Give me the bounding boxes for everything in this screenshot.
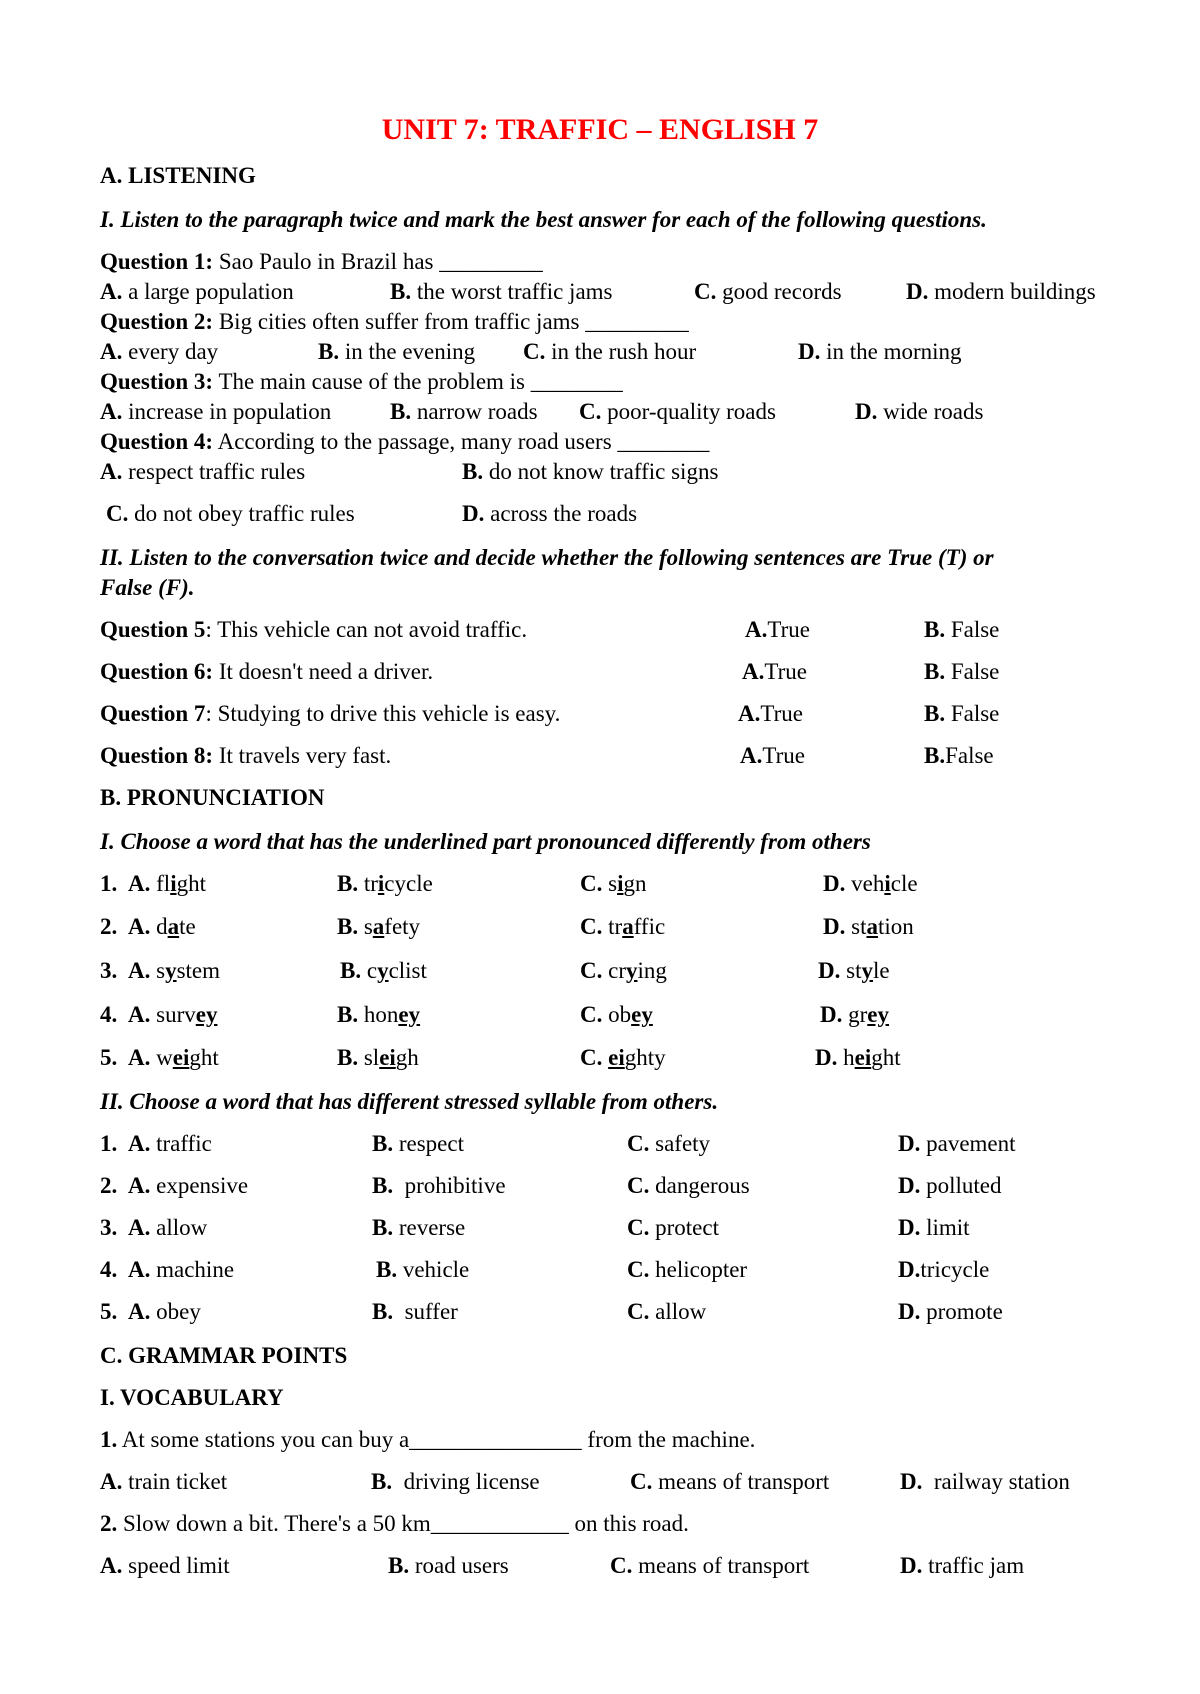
stress-row-number: 1. <box>100 1131 118 1156</box>
instruction-listening-part2-line2: False (F). <box>100 575 195 600</box>
q2-option-d[interactable]: D. in the morning <box>798 339 962 364</box>
stress-option-b[interactable]: B. reverse <box>372 1215 466 1240</box>
subheading-vocabulary: I. VOCABULARY <box>100 1385 284 1410</box>
pronunciation-option-c[interactable]: C. crying <box>580 958 667 983</box>
question-label: Question 3: <box>100 369 214 394</box>
question-label: Question 2: <box>100 309 214 334</box>
stress-option-b[interactable]: B. suffer <box>372 1299 458 1324</box>
stress-option-b[interactable]: B. prohibitive <box>372 1173 506 1198</box>
pronunciation-option-b[interactable]: B. safety <box>337 914 421 939</box>
q2-option-a[interactable]: A. every day <box>100 339 219 364</box>
q3-option-c[interactable]: C. poor-quality roads <box>579 399 776 424</box>
pronunciation-option-c[interactable]: C. traffic <box>580 914 666 939</box>
pronunciation-option-d[interactable]: D. style <box>818 958 890 983</box>
q5-option-true[interactable]: A.True <box>745 617 810 642</box>
instruction-listening-part2-line1: II. Listen to the conversation twice and decide whether the following sentences are True (T) or <box>100 545 994 570</box>
question-1 <box>100 249 543 275</box>
vq1-option-b[interactable]: B. driving license <box>371 1469 540 1494</box>
question-2 <box>100 309 689 335</box>
q4-option-c[interactable]: C. do not obey traffic rules <box>106 501 355 526</box>
pronunciation-option-c[interactable]: C. eighty <box>580 1045 666 1070</box>
pronunciation-option-a[interactable]: A. flight <box>128 871 206 896</box>
pronunciation-row-number: 3. <box>100 958 118 983</box>
stress-option-a[interactable]: A. allow <box>128 1215 208 1240</box>
question-3 <box>100 369 623 395</box>
pronunciation-row-number: 1. <box>100 871 118 896</box>
question-7: Question 7: Studying to drive this vehicle is easy. <box>100 701 561 726</box>
pronunciation-option-c[interactable]: C. obey <box>580 1002 653 1027</box>
instruction-stress-part2: II. Choose a word that has different stressed syllable from others. <box>100 1089 719 1114</box>
stress-option-d[interactable]: D. pavement <box>898 1131 1016 1156</box>
vq1-option-a[interactable]: A. train ticket <box>100 1469 228 1494</box>
pronunciation-option-b[interactable]: B. honey <box>337 1002 421 1027</box>
pronunciation-option-d[interactable]: D. vehicle <box>823 871 918 896</box>
q1-option-c[interactable]: C. good records <box>694 279 842 304</box>
instruction-listening-part1: I. Listen to the paragraph twice and mark the best answer for each of the following questions. <box>100 207 987 232</box>
question-8: Question 8: It travels very fast. <box>100 743 392 768</box>
pronunciation-row-number: 2. <box>100 914 118 939</box>
q4-option-b[interactable]: B. do not know traffic signs <box>462 459 719 484</box>
q5-option-false[interactable]: B. False <box>924 617 1000 642</box>
section-heading-pronunciation: B. PRONUNCIATION <box>100 785 325 810</box>
pronunciation-option-a[interactable]: A. survey <box>128 1002 218 1027</box>
stress-option-c[interactable]: C. allow <box>627 1299 707 1324</box>
q3-option-d[interactable]: D. wide roads <box>855 399 984 424</box>
vocab-question-1: 1. At some stations you can buy a_______________ from the machine. <box>100 1427 756 1452</box>
stress-row-number: 2. <box>100 1173 118 1198</box>
vq2-option-b[interactable]: B. road users <box>388 1553 509 1578</box>
page-title: UNIT 7: TRAFFIC – ENGLISH 7 <box>381 113 819 146</box>
pronunciation-option-b[interactable]: B. sleigh <box>337 1045 419 1070</box>
vq2-option-c[interactable]: C. means of transport <box>610 1553 810 1578</box>
q2-option-b[interactable]: B. in the evening <box>318 339 476 364</box>
q7-option-true[interactable]: A.True <box>738 701 803 726</box>
pronunciation-option-a[interactable]: A. date <box>128 914 196 939</box>
vq2-option-d[interactable]: D. traffic jam <box>900 1553 1025 1578</box>
pronunciation-option-d[interactable]: D. station <box>823 914 914 939</box>
stress-option-d[interactable]: D. polluted <box>898 1173 1002 1198</box>
vq1-option-c[interactable]: C. means of transport <box>630 1469 830 1494</box>
vq2-option-a[interactable]: A. speed limit <box>100 1553 230 1578</box>
stress-option-d[interactable]: D.tricycle <box>898 1257 990 1282</box>
stress-option-a[interactable]: A. machine <box>128 1257 235 1282</box>
stress-row-number: 3. <box>100 1215 118 1240</box>
stress-option-b[interactable]: B. vehicle <box>376 1257 470 1282</box>
pronunciation-option-c[interactable]: C. sign <box>580 871 647 896</box>
pronunciation-row-number: 5. <box>100 1045 118 1070</box>
pronunciation-option-d[interactable]: D. grey <box>820 1002 890 1027</box>
pronunciation-option-b[interactable]: B. cyclist <box>340 958 427 983</box>
pronunciation-option-a[interactable]: A. weight <box>128 1045 219 1070</box>
stress-option-d[interactable]: D. limit <box>898 1215 970 1240</box>
pronunciation-option-a[interactable]: A. system <box>128 958 221 983</box>
q6-option-false[interactable]: B. False <box>924 659 1000 684</box>
section-heading-listening: A. LISTENING <box>100 163 256 188</box>
question-text: Sao Paulo in Brazil has _________ <box>218 249 543 274</box>
question-label: Question 4: <box>100 429 214 454</box>
vocab-question-2: 2. Slow down a bit. There's a 50 km____________ on this road. <box>100 1511 689 1536</box>
stress-option-a[interactable]: A. expensive <box>128 1173 249 1198</box>
stress-option-d[interactable]: D. promote <box>898 1299 1003 1324</box>
section-heading-grammar: C. GRAMMAR POINTS <box>100 1343 348 1368</box>
pronunciation-option-d[interactable]: D. height <box>815 1045 901 1070</box>
pronunciation-option-b[interactable]: B. tricycle <box>337 871 433 896</box>
stress-option-b[interactable]: B. respect <box>372 1131 464 1156</box>
stress-option-c[interactable]: C. safety <box>627 1131 711 1156</box>
q1-option-d[interactable]: D. modern buildings <box>906 279 1096 304</box>
stress-option-a[interactable]: A. traffic <box>128 1131 212 1156</box>
q4-option-a[interactable]: A. respect traffic rules <box>100 459 306 484</box>
pronunciation-row-number: 4. <box>100 1002 118 1027</box>
q3-option-b[interactable]: B. narrow roads <box>390 399 538 424</box>
q4-option-d[interactable]: D. across the roads <box>462 501 638 526</box>
q6-option-true[interactable]: A.True <box>742 659 807 684</box>
question-label: Question 1: <box>100 249 214 274</box>
instruction-pronunciation-part1: I. Choose a word that has the underlined part pronounced differently from others <box>100 829 871 854</box>
stress-option-c[interactable]: C. protect <box>627 1215 719 1240</box>
stress-row-number: 5. <box>100 1299 118 1324</box>
stress-option-c[interactable]: C. dangerous <box>627 1173 750 1198</box>
q8-option-false[interactable]: B.False <box>924 743 994 768</box>
q8-option-true[interactable]: A.True <box>740 743 805 768</box>
q1-option-a[interactable]: A. a large population <box>100 279 294 304</box>
q3-option-a[interactable]: A. increase in population <box>100 399 332 424</box>
question-text: The main cause of the problem is ________ <box>218 369 623 394</box>
stress-option-c[interactable]: C. helicopter <box>627 1257 748 1282</box>
question-text: Big cities often suffer from traffic jams _________ <box>218 309 689 334</box>
q2-option-c[interactable]: C. in the rush hour <box>523 339 697 364</box>
question-4 <box>100 429 709 455</box>
question-text: According to the passage, many road users ________ <box>217 429 710 454</box>
question-6: Question 6: It doesn't need a driver. <box>100 659 434 684</box>
stress-option-a[interactable]: A. obey <box>128 1299 201 1324</box>
question-5: Question 5: This vehicle can not avoid traffic. <box>100 617 528 642</box>
vq1-option-d[interactable]: D. railway station <box>900 1469 1070 1494</box>
q1-option-b[interactable]: B. the worst traffic jams <box>390 279 613 304</box>
stress-row-number: 4. <box>100 1257 118 1282</box>
q7-option-false[interactable]: B. False <box>924 701 1000 726</box>
